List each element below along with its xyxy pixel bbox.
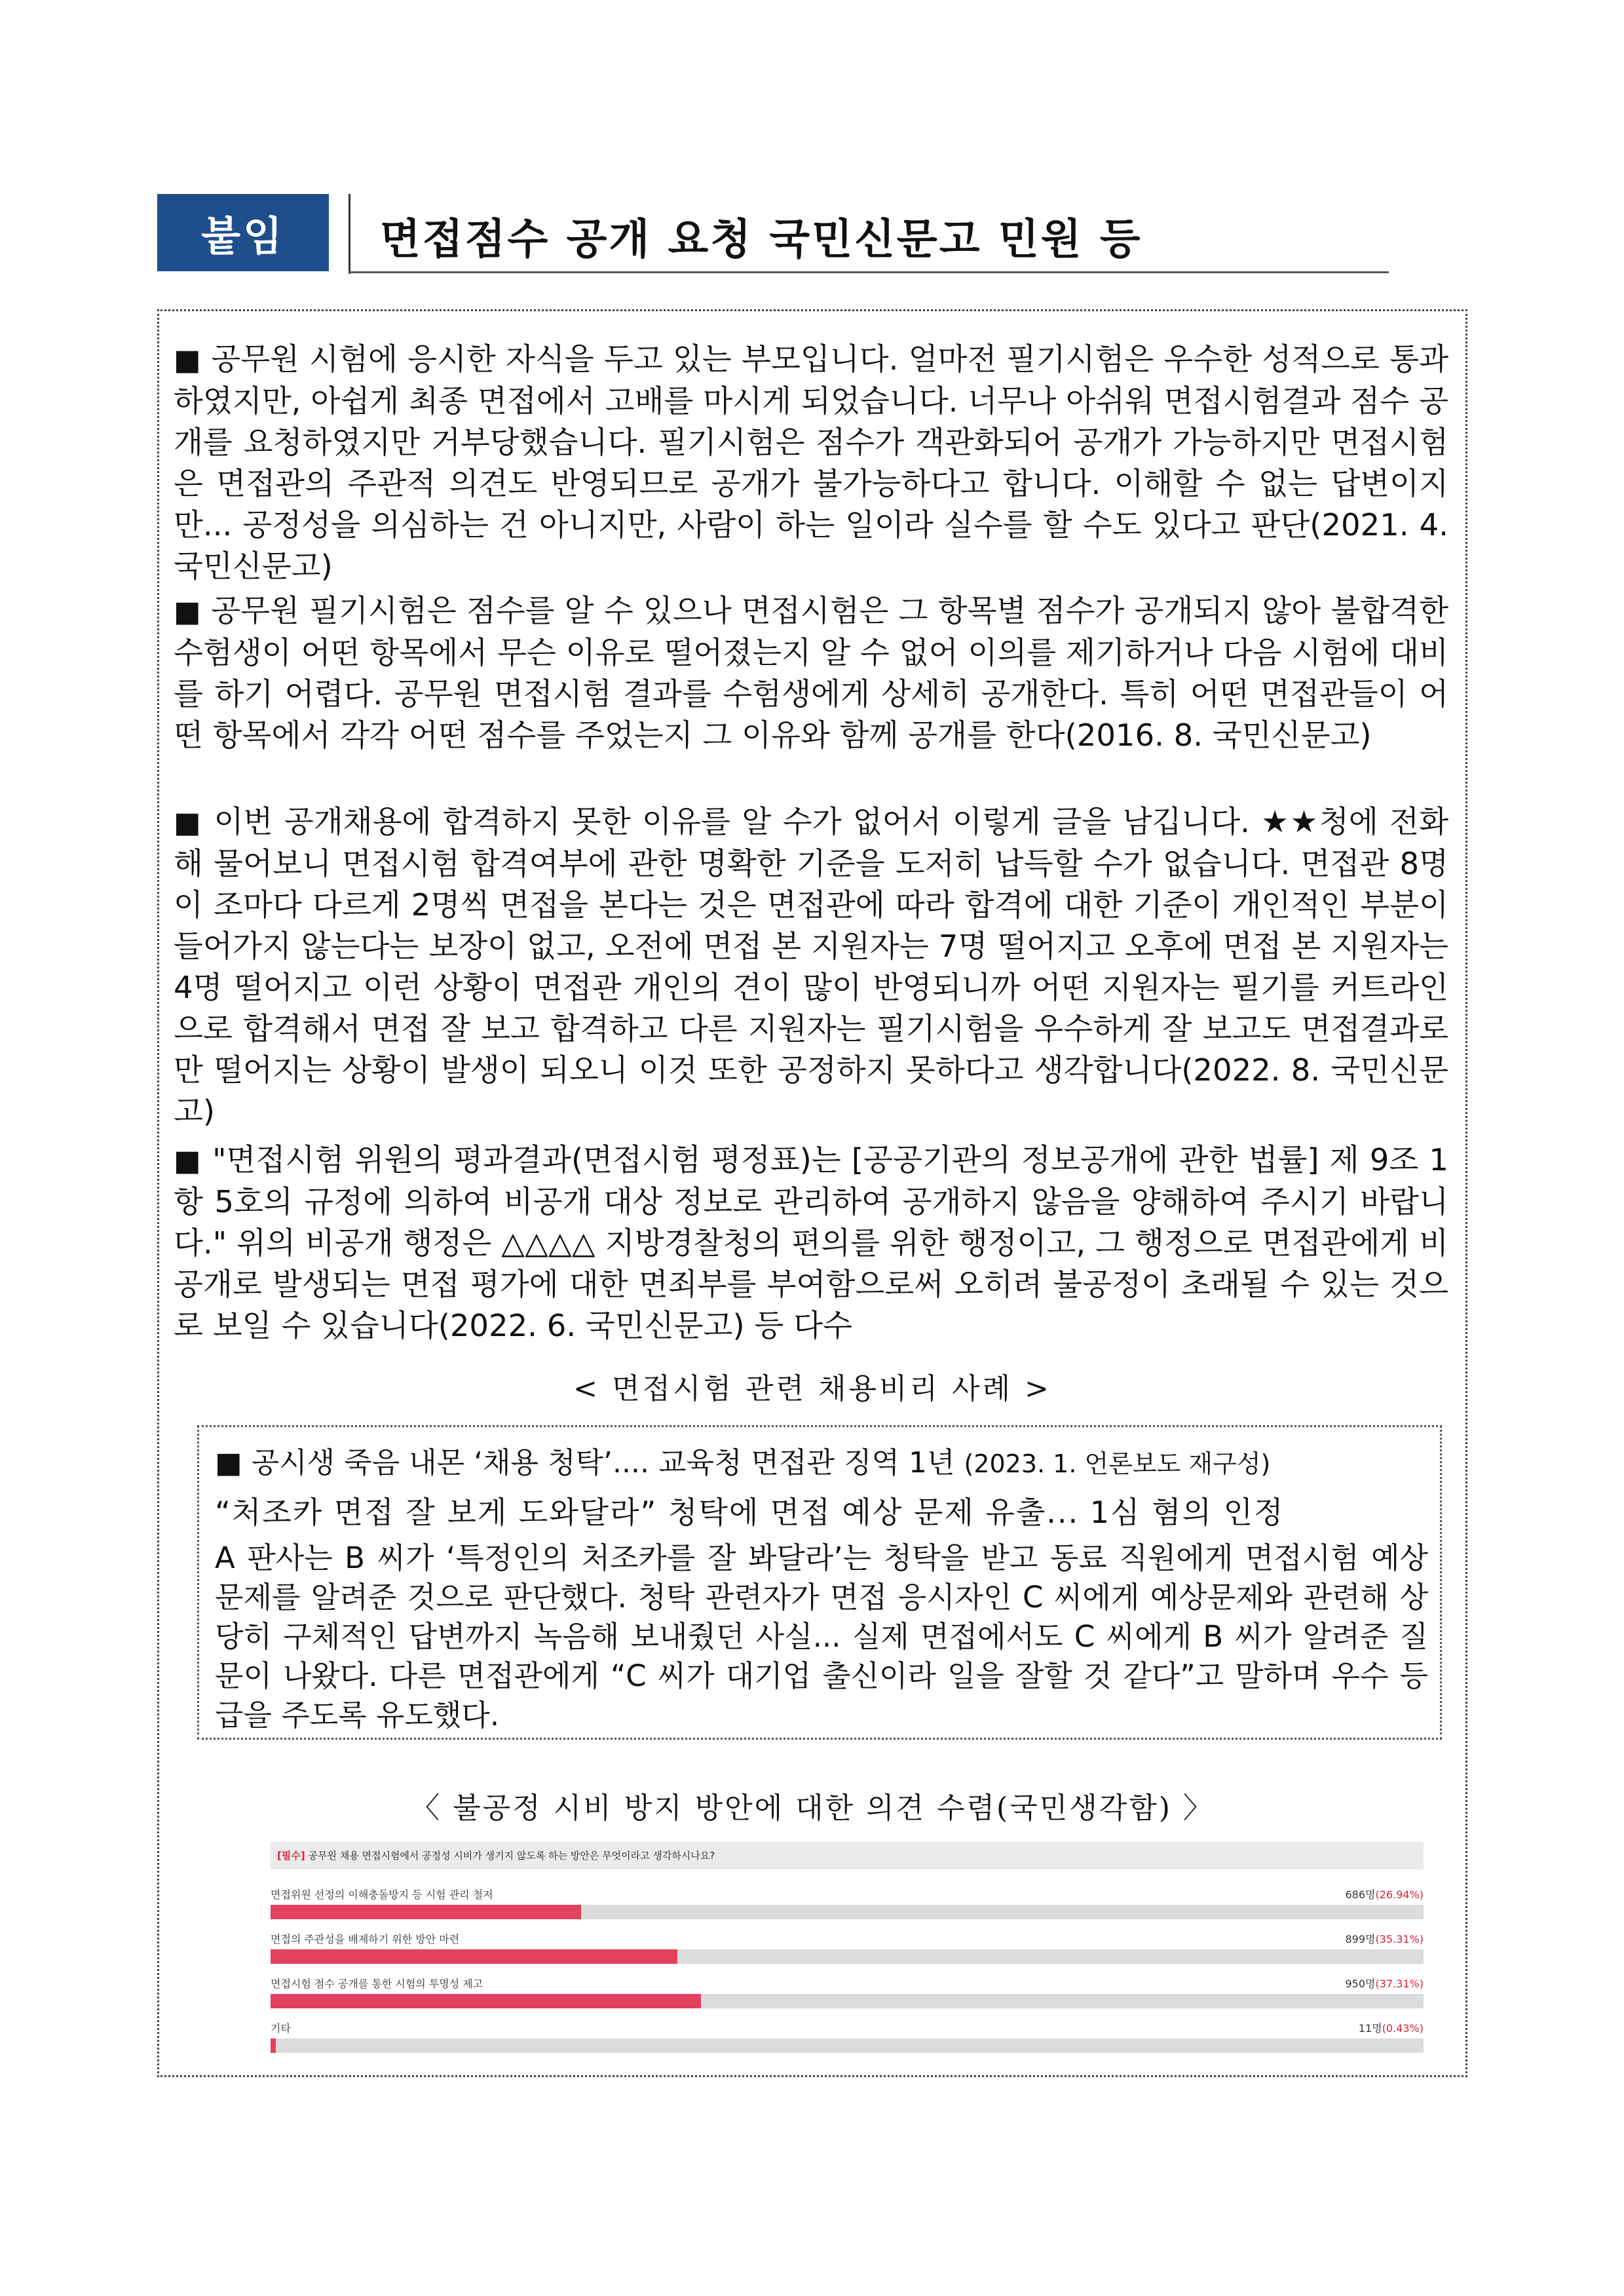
poll-bar bbox=[271, 1949, 677, 1964]
cases-section-title: < 면접시험 관련 채용비리 사례 > bbox=[573, 1372, 1051, 1406]
page-title: 면접점수 공개 요청 국민신문고 민원 등 bbox=[380, 216, 1142, 264]
poll-option bbox=[271, 1976, 1424, 2021]
poll-bar-track bbox=[271, 1994, 1424, 2008]
poll-option-label: 면접의 주관성을 배제하기 위한 방안 마련 bbox=[271, 1933, 460, 1945]
poll-question bbox=[271, 1842, 1424, 1869]
complaint-text-3: 이번 공개채용에 합격하지 못한 이유를 알 수가 없어서 이렇게 글을 남깁니다. ★★청에 전화해 물어보니 면접시험 합격여부에 관한 명확한 기준을 도저히 납득할 수가 없습니다. 면접관 8명이 조마다 다르게 2명씩 면접을 본다는 것은 면접관에 따라 합격에 대한 기준이 개인적인 부분이 들어가지 않는다는 보장이 없고, 오전에 면접 본 지원자는 7명 떨어지고 오후에 면접 본 지원자는 4명 떨어지고 이런 상황이 면접관 개인의 견이 많이 반영되니까 어떤 지원자는 필기를 커트라인으로 합격해서 면접 잘 보고 합격하고 다른 지원자는 필기시험을 우수하게 잘 보고도 면접결과로만 떨어지는 상황이 발생이 되오니 이것 또한 공정하지 못하다고 생각합니다(2022. 8. 국민신문고) bbox=[174, 804, 1448, 1129]
complaints-box bbox=[157, 309, 1467, 2077]
poll-results-chart bbox=[271, 1842, 1424, 2050]
vote-percent: (26.94%) bbox=[1375, 1888, 1424, 1901]
poll-option-label: 기타 bbox=[271, 2022, 291, 2035]
complaint-text-2: 공무원 필기시험은 점수를 알 수 있으나 면접시험은 그 항목별 점수가 공개되지 않아 불합격한 수험생이 어떤 항목에서 무슨 이유로 떨어졌는지 알 수 없어 이의를 제기하거나 다음 시험에 대비를 하기 어렵다. 공무원 면접시험 결과를 수험생에게 상세히 공개한다. 특히 어떤 면접관들이 어떤 항목에서 각각 어떤 점수를 주었는지 그 이유와 함께 공개를 한다(2016. 8. 국민신문고) bbox=[174, 593, 1449, 753]
poll-bar-track bbox=[271, 2038, 1424, 2053]
case-headline bbox=[215, 1439, 1270, 1481]
complaint-item-2 bbox=[174, 590, 1448, 756]
bullet-square-icon: ■ bbox=[174, 343, 201, 377]
poll-question-text: 공무원 채용 면접시험에서 공정성 시비가 생기지 않도록 하는 방안은 무엇이라고 생각하시나요? bbox=[308, 1850, 715, 1862]
vote-count: 11명 bbox=[1358, 2022, 1382, 2035]
poll-option-count bbox=[1346, 1931, 1424, 1946]
case-subheadline: “처조카 면접 잘 보게 도와달라” 청탁에 면접 예상 문제 유출... 1심 혐의 인정 bbox=[215, 1495, 1285, 1530]
poll-bar-track bbox=[271, 1905, 1424, 1919]
case-body: A 판사는 B 씨가 ‘특정인의 처조카를 잘 봐달라’는 청탁을 받고 동료 직원에게 면접시험 예상 문제를 알려준 것으로 판단했다. 청탁 관련자가 면접 응시자인 C 씨에게 예상문제와 관련해 상당히 구체적인 답변까지 녹음해 보내줬던 사실... 실제 면접에서도 C 씨에게 B 씨가 알려준 질문이 나왔다. 다른 면접관에게 “C 씨가 대기업 출신이라 일을 잘할 것 같다”고 말하며 우수 등급을 주도록 유도했다. bbox=[215, 1540, 1428, 1732]
poll-option-label: 면접위원 선정의 이해충돌방지 등 시험 관리 철저 bbox=[271, 1888, 493, 1901]
vote-percent: (35.31%) bbox=[1375, 1933, 1424, 1945]
vote-count: 686명 bbox=[1345, 1888, 1376, 1901]
case-source: (2023. 1. 언론보도 재구성) bbox=[964, 1449, 1271, 1478]
poll-option bbox=[271, 2020, 1424, 2066]
complaint-item-3 bbox=[174, 801, 1448, 1132]
poll-bar bbox=[271, 1994, 701, 2008]
header-divider bbox=[349, 194, 350, 274]
poll-option bbox=[271, 1931, 1424, 1977]
poll-option-count bbox=[1359, 2020, 1424, 2035]
header-underline bbox=[349, 271, 1389, 273]
attachment-tag: 붙임 bbox=[157, 194, 329, 271]
vote-count: 950명 bbox=[1345, 1978, 1376, 1990]
poll-option-count bbox=[1346, 1886, 1424, 1902]
poll-option-label: 면접시험 점수 공개를 통한 시험의 투명성 제고 bbox=[271, 1978, 483, 1990]
bullet-square-icon: ■ bbox=[174, 595, 201, 628]
poll-section-title: 〈 불공정 시비 방지 방안에 대한 의견 수렴(국민생각함) 〉 bbox=[411, 1791, 1214, 1825]
vote-count: 899명 bbox=[1345, 1933, 1376, 1945]
case-box bbox=[197, 1425, 1442, 1740]
poll-option-count bbox=[1346, 1976, 1424, 1991]
complaint-text-4: "면접시험 위원의 평과결과(면접시험 평정표)는 [공공기관의 정보공개에 관한 법률] 제 9조 1항 5호의 규정에 의하여 비공개 대상 정보로 관리하여 공개하지 않음을 양해하여 주시기 바랍니다." 위의 비공개 행정은 △△△△ 지방경찰청의 편의를 위한 행정이고, 그 행정으로 면접관에게 비공개로 발생되는 면접 평가에 대한 면죄부를 부여함으로써 오히려 불공정이 초래될 수 있는 것으로 보일 수 있습니다(2022. 6. 국민신문고) 등 다수 bbox=[174, 1142, 1448, 1343]
poll-option bbox=[271, 1886, 1424, 1932]
bullet-square-icon: ■ bbox=[174, 806, 203, 839]
vote-percent: (37.31%) bbox=[1375, 1978, 1424, 1990]
complaint-item-4 bbox=[174, 1139, 1448, 1347]
required-tag: [필수] bbox=[277, 1850, 305, 1862]
attachment-header bbox=[157, 194, 1389, 274]
poll-bar bbox=[271, 1905, 581, 1919]
vote-percent: (0.43%) bbox=[1382, 2022, 1424, 2035]
poll-bar-track bbox=[271, 1949, 1424, 1964]
case-headline-text: 공시생 죽음 내몬 ‘채용 청탁’.... 교육청 면접관 징역 1년 bbox=[251, 1446, 955, 1480]
bullet-square-icon: ■ bbox=[215, 1446, 242, 1480]
bullet-square-icon: ■ bbox=[174, 1144, 202, 1177]
complaint-item-1 bbox=[174, 339, 1448, 587]
poll-bar bbox=[271, 2038, 276, 2053]
complaint-text-1: 공무원 시험에 응시한 자식을 두고 있는 부모입니다. 얼마전 필기시험은 우수한 성적으로 통과하였지만, 아쉽게 최종 면접에서 고배를 마시게 되었습니다. 너무나 아쉬워 면접시험결과 점수 공개를 요청하였지만 거부당했습니다. 필기시험은 점수가 객관화되어 공개가 가능하지만 면접시험은 면접관의 주관적 의견도 반영되므로 공개가 불가능하다고 합니다. 이해할 수 없는 답변이지만... 공정성을 의심하는 건 아니지만, 사람이 하는 일이라 실수를 할 수도 있다고 판단(2021. 4. 국민신문고) bbox=[174, 341, 1449, 584]
